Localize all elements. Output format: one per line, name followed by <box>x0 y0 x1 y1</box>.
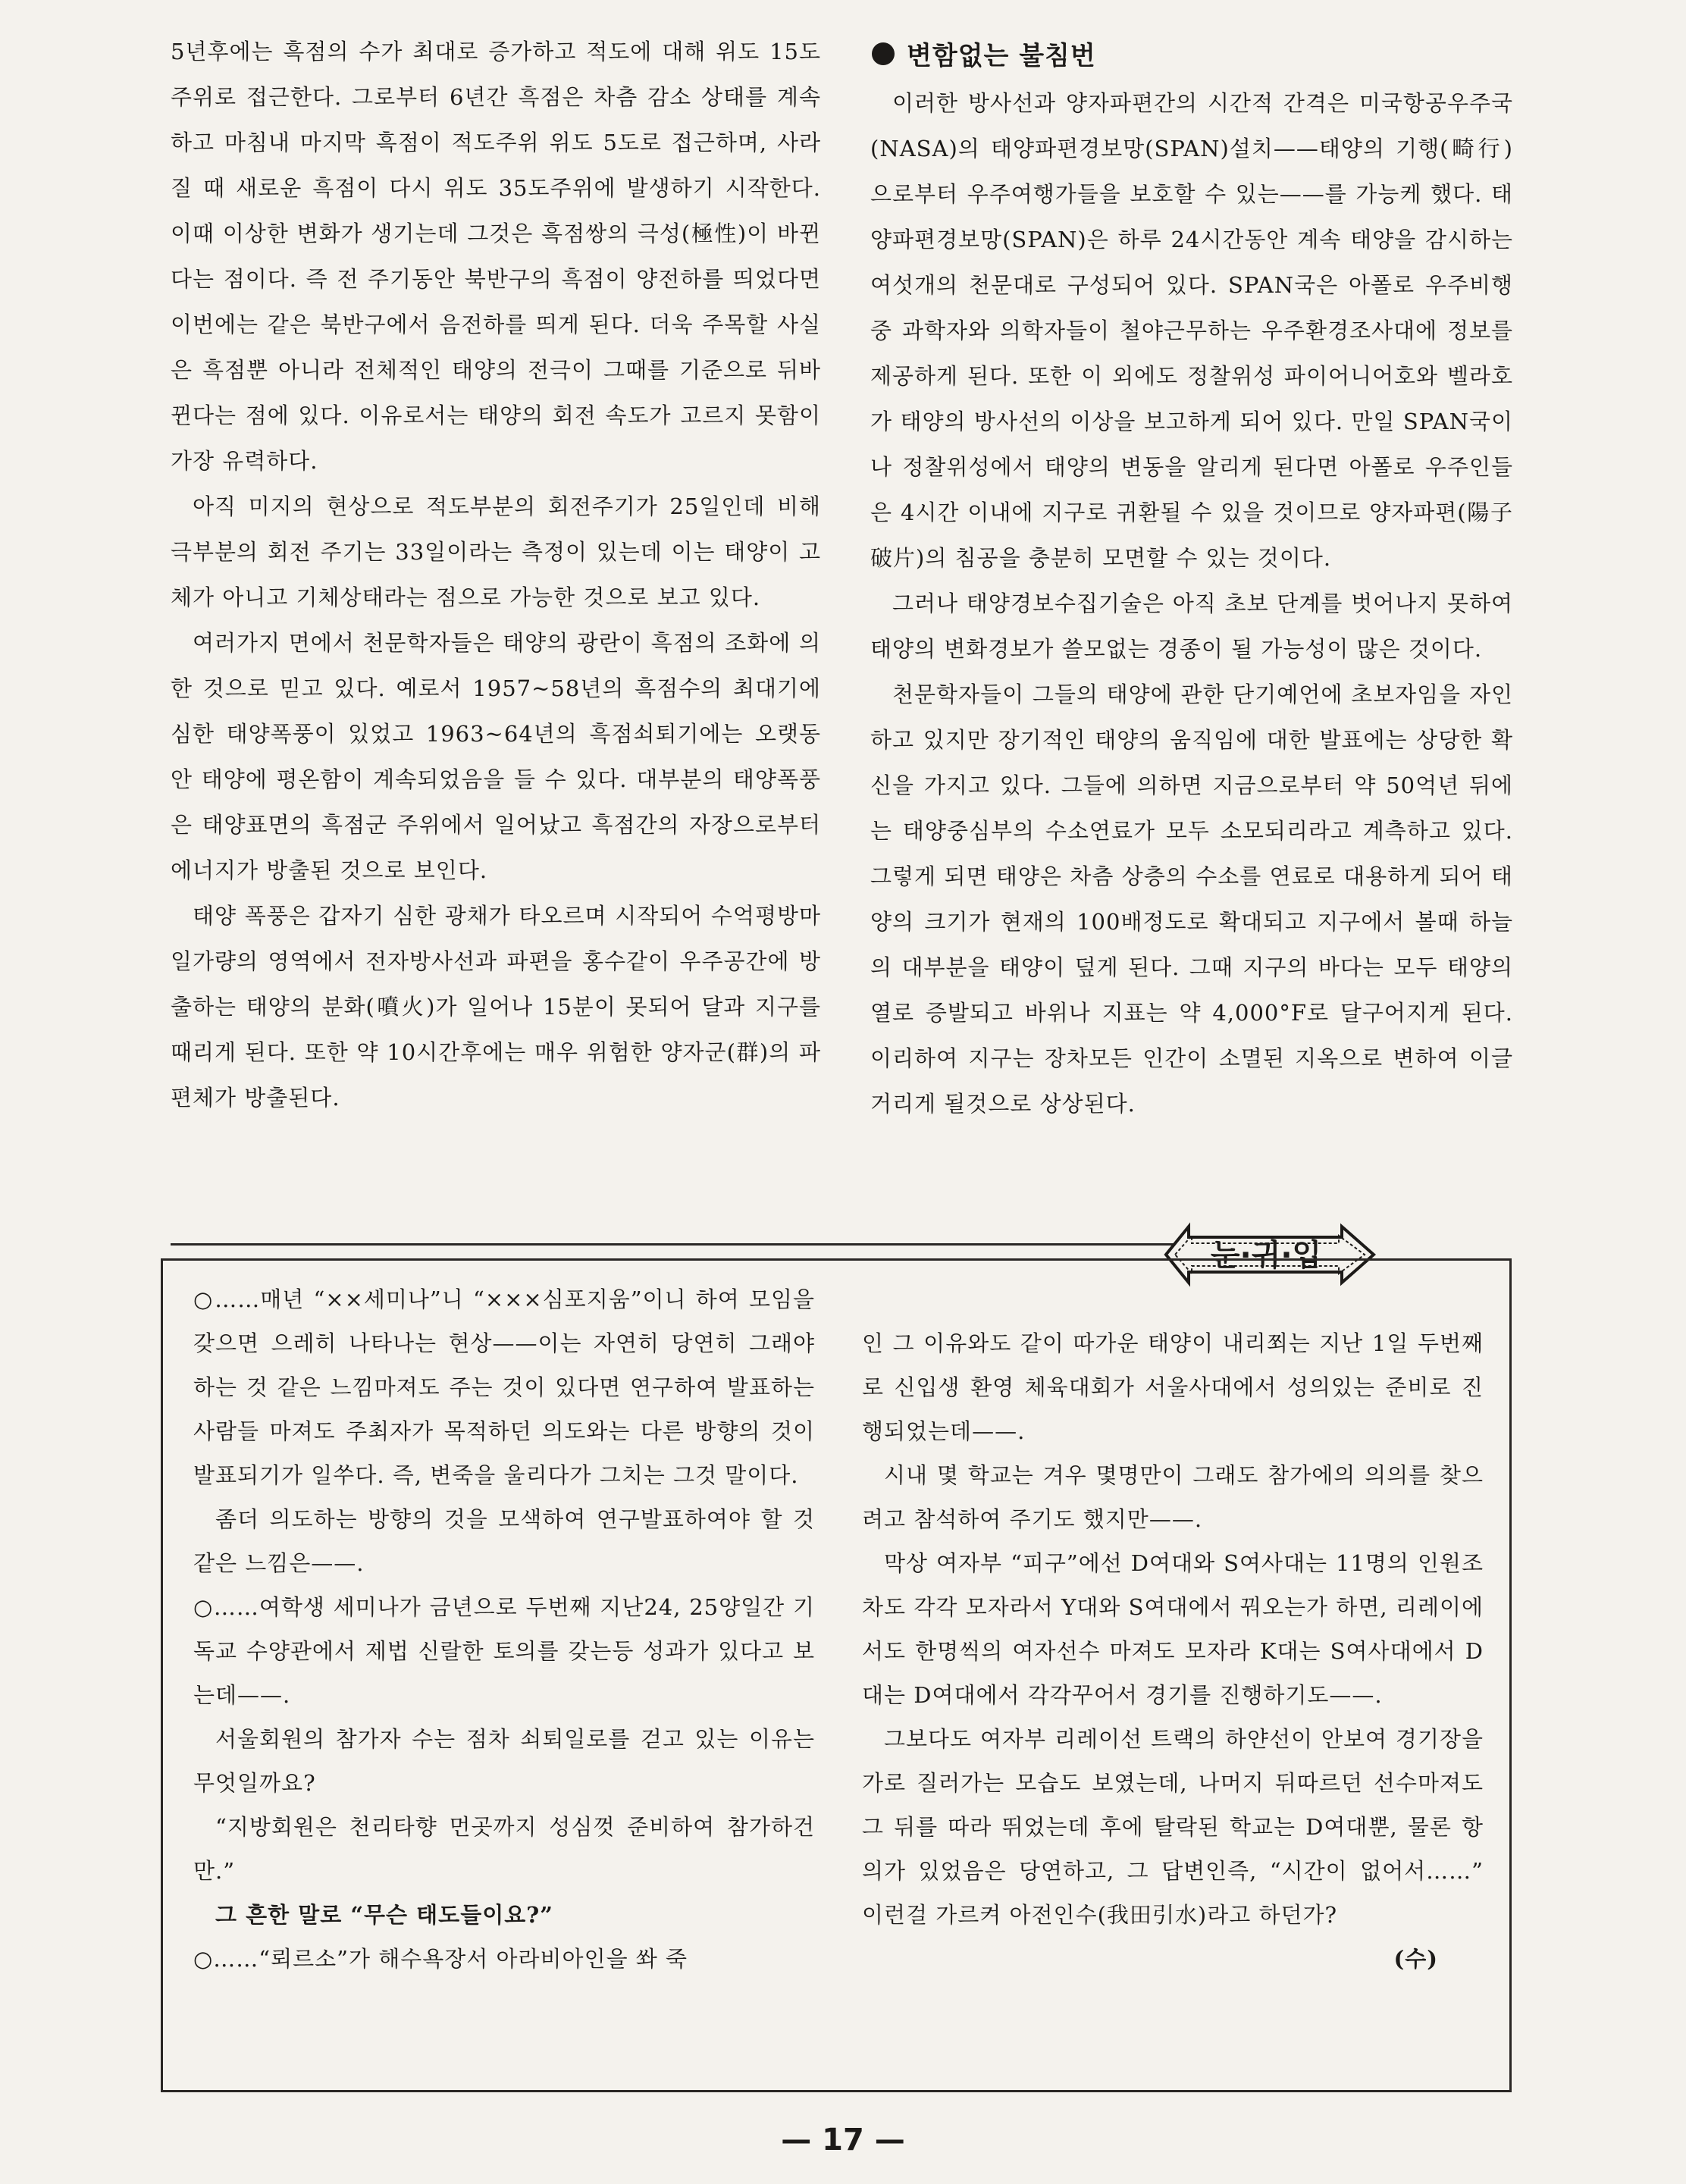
paragraph: 서울회원의 참가자 수는 점차 쇠퇴일로를 걷고 있는 이유는 무엇일까요? <box>193 1726 815 1796</box>
paragraph: 시내 몇 학교는 겨우 몇명만이 그래도 참가에의 의의를 찾으려고 참석하여 주기도 했지만——. <box>862 1462 1484 1532</box>
paragraph: 좀더 의도하는 방향의 것을 모색하여 연구발표하여야 할 것 같은 느낌은——. <box>193 1506 815 1576</box>
article-right-column <box>870 80 1513 1126</box>
paragraph: 그러나 태양경보수집기술은 아직 초보 단계를 벗어나지 못하여 태양의 변화경보가 쓸모없는 경종이 될 가능성이 많은 것이다. <box>870 591 1513 662</box>
paragraph: “지방회원은 천리타향 먼곳까지 성심껏 준비하여 참가하건만.” <box>193 1814 815 1884</box>
bullet-icon <box>872 42 895 65</box>
divider <box>171 1243 1202 1246</box>
paragraph: 그 흔한 말로 “무슨 태도들이요?” <box>215 1902 553 1928</box>
column-box-right <box>862 1321 1484 1981</box>
paragraph: 태양 폭풍은 갑자기 심한 광채가 타오르며 시작되어 수억평방마일가량의 영역에서 전자방사선과 파편을 홍수같이 우주공간에 방출하는 태양의 분화(噴火)가 일어나 15분이 못되어 달과 지구를 때리게 된다. 또한 약 10시간후에는 매우 위험한 양자군(群)의 파편체가 방출된다. <box>171 903 821 1111</box>
paragraph: 인 그 이유와도 같이 따가운 태양이 내리쬐는 지난 1일 두번째로 신입생 환영 체육대회가 서울사대에서 성의있는 준비로 진행되었는데——. <box>862 1330 1484 1444</box>
paragraph: ○……여학생 세미나가 금년으로 두번째 지난24, 25양일간 기독교 수양관에서 제법 신랄한 토의를 갖는등 성과가 있다고 보는데——. <box>193 1594 815 1708</box>
paragraph: 여러가지 면에서 천문학자들은 태양의 광란이 흑점의 조화에 의한 것으로 믿고 있다. 예로서 1957~58년의 흑점수의 최대기에 심한 태양폭풍이 있었고 1963~64년의 흑점쇠퇴기에는 오랫동안 태양에 평온함이 계속되었음을 들 수 있다. 대부분의 태양폭풍은 태양표면의 흑점군 주위에서 일어났고 흑점간의 자장으로부터 에너지가 방출된 것으로 보인다. <box>171 630 821 883</box>
column-badge-text: 눈·귀·입 <box>1210 1238 1322 1273</box>
paragraph: 천문학자들이 그들의 태양에 관한 단기예언에 초보자임을 자인하고 있지만 장기적인 태양의 움직임에 대한 발표에는 상당한 확신을 가지고 있다. 그들에 의하면 지금으로부터 약 50억년 뒤에는 태양중심부의 수소연료가 모두 소모되리라고 계측하고 있다. 그렇게 되면 태양은 차츰 상층의 수소를 연료로 대용하게 되어 태양의 크기가 현재의 100배정도로 확대되고 지구에서 볼때 하늘의 대부분을 태양이 덮게 된다. 그때 지구의 바다는 모두 태양의 열로 증발되고 바위나 지표는 약 4,000°F로 달구어지게 된다. 이리하여 지구는 장차모든 인간이 소멸된 지옥으로 변하여 이글거리게 될것으로 상상된다. <box>870 682 1513 1117</box>
paragraph: 5년후에는 흑점의 수가 최대로 증가하고 적도에 대해 위도 15도 주위로 접근한다. 그로부터 6년간 흑점은 차츰 감소 상태를 계속하고 마침내 마지막 흑점이 적도주위 위도 5도로 접근하며, 사라질 때 새로운 흑점이 다시 위도 35도주위에 발생하기 시작한다. 이때 이상한 변화가 생기는데 그것은 흑점쌍의 극성(極性)이 바뀐다는 점이다. 즉 전 주기동안 북반구의 흑점이 양전하를 띄었다면 이번에는 같은 북반구에서 음전하를 띄게 된다. 더욱 주목할 사실은 흑점뿐 아니라 전체적인 태양의 전극이 그때를 기준으로 뒤바뀐다는 점에 있다. 이유로서는 태양의 회전 속도가 고르지 못함이 가장 유력하다. <box>171 39 821 474</box>
paragraph: 막상 여자부 “피구”에선 D여대와 S여사대는 11명의 인원조차도 각각 모자라서 Y대와 S여대에서 꿔오는가 하면, 리레이에서도 한명씩의 여자선수 마져도 모자라 K대는 S여사대에서 D대는 D여대에서 각각꾸어서 경기를 진행하기도——. <box>862 1550 1484 1708</box>
paragraph: ○……“뢰르소”가 해수욕장서 아라비아인을 쏴 죽 <box>193 1946 688 1972</box>
paragraph: 그보다도 여자부 리레이선 트랙의 하얀선이 안보여 경기장을 가로 질러가는 모습도 보였는데, 나머지 뒤따르던 선수마져도 그 뒤를 따라 뛰었는데 후에 탈락된 학교는 D여대뿐, 물론 항의가 있었음은 당연하고, 그 답변인즉, “시간이 없어서……” 이런걸 가르켜 아전인수(我田引水)라고 하던가? <box>862 1726 1484 1928</box>
section-heading <box>872 35 1096 72</box>
signature: (수) <box>1393 1946 1438 1972</box>
column-box-left <box>193 1277 815 1981</box>
paragraph: ○……매년 “××세미나”니 “×××심포지움”이니 하여 모임을 갖으면 으레히 나타나는 현상——이는 자연히 당연히 그래야 하는 것 같은 느낌마져도 주는 것이 있다면 연구하여 발표하는 사람들 마져도 주최자가 목적하던 의도와는 다른 방향의 것이 발표되기가 일쑤다. 즉, 변죽을 울리다가 그치는 그것 말이다. <box>193 1286 815 1488</box>
paragraph: 아직 미지의 현상으로 적도부분의 회전주기가 25일인데 비해 극부분의 회전 주기는 33일이라는 측정이 있는데 이는 태양이 고체가 아니고 기체상태라는 점으로 가능한 것으로 보고 있다. <box>171 494 821 610</box>
article-left-column <box>171 29 821 1120</box>
section-heading-text: 변함없는 불침번 <box>907 41 1096 71</box>
paragraph: 이러한 방사선과 양자파편간의 시간적 간격은 미국항공우주국(NASA)의 태양파편경보망(SPAN)설치——태양의 기행(畸行)으로부터 우주여행가들을 보호할 수 있는——를 가능케 했다. 태양파편경보망(SPAN)은 하루 24시간동안 계속 태양을 감시하는 여섯개의 천문대로 구성되어 있다. SPAN국은 아폴로 우주비행중 과학자와 의학자들이 철야근무하는 우주환경조사대에 정보를 제공하게 된다. 또한 이 외에도 정찰위성 파이어니어호와 벨라호가 태양의 방사선의 이상을 보고하게 되어 있다. 만일 SPAN국이나 정찰위성에서 태양의 변동을 알리게 된다면 아폴로 우주인들은 4시간 이내에 지구로 귀환될 수 있을 것이므로 양자파편(陽子破片)의 침공을 충분히 모면할 수 있는 것이다. <box>870 90 1513 571</box>
column-box <box>161 1258 1512 2092</box>
page-number: — 17 — <box>781 2123 905 2157</box>
